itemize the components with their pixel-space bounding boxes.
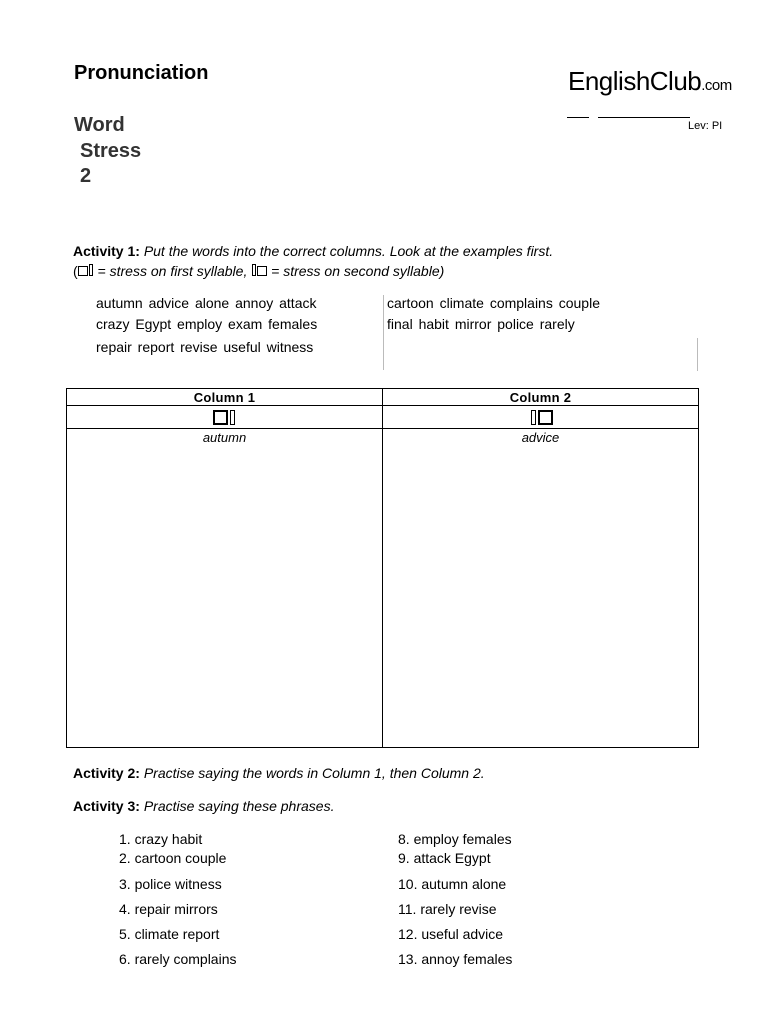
phrase-item: 2. cartoon couple <box>119 850 227 866</box>
activity-3-heading <box>73 798 334 814</box>
page-title: Pronunciation <box>74 62 209 84</box>
activity-1-heading <box>73 243 553 259</box>
stress-legend <box>73 263 444 279</box>
phrase-item: 6. rarely complains <box>119 951 237 967</box>
legend-first-text: = stress on first syllable, <box>93 263 252 279</box>
activity-2-instruction: Practise saying the words in Column 1, then Column 2. <box>143 765 485 781</box>
level-label: Lev: PI <box>688 120 723 132</box>
logo-underline-long <box>598 117 690 118</box>
legend-open: ( <box>73 263 78 279</box>
word-box-divider <box>383 295 384 370</box>
column-1-header: Column 1 <box>67 389 383 406</box>
word-row-left-1: autumn advice alone annoy attack <box>96 295 317 311</box>
activity-1-instruction: Put the words into the correct columns. Look at the examples first. <box>143 243 554 259</box>
activity-1-label: Activity 1: <box>73 243 140 259</box>
column-1-example: autumn <box>202 430 247 445</box>
activity-3-label: Activity 3: <box>73 798 140 814</box>
word-row-left-2: crazy Egypt employ exam females <box>96 316 318 332</box>
phrase-item: 9. attack Egypt <box>398 850 491 866</box>
stressed-syllable-icon <box>257 266 267 276</box>
phrase-item: 12. useful advice <box>398 926 504 942</box>
phrase-item: 4. repair mirrors <box>119 901 218 917</box>
column-2-header: Column 2 <box>383 389 699 406</box>
subtitle-line-3: 2 <box>80 165 92 187</box>
column-1-answer-area[interactable] <box>67 429 383 748</box>
unstressed-syllable-icon <box>531 410 536 425</box>
unstressed-syllable-icon <box>230 410 235 425</box>
phrase-item: 1. crazy habit <box>119 831 203 847</box>
activity-2-label: Activity 2: <box>73 765 140 781</box>
subtitle-line-2: Stress <box>80 140 142 162</box>
stressed-syllable-icon <box>78 266 88 276</box>
stressed-syllable-icon <box>538 410 553 425</box>
answer-table <box>66 388 699 748</box>
phrase-item: 8. employ females <box>398 831 512 847</box>
logo-underline-short <box>567 117 589 118</box>
phrase-item: 10. autumn alone <box>398 876 507 892</box>
unstressed-syllable-icon <box>89 264 93 276</box>
activity-3-instruction: Practise saying these phrases. <box>143 798 335 814</box>
word-row-left-3: repair report revise useful witness <box>96 339 314 355</box>
word-row-right-1: cartoon climate complains couple <box>387 295 600 311</box>
column-2-stress-pattern <box>383 406 699 429</box>
column-1-stress-pattern <box>67 406 383 429</box>
englishclub-logo <box>568 66 732 97</box>
phrase-item: 13. annoy females <box>398 951 513 967</box>
word-box-right-edge <box>697 338 698 371</box>
stressed-syllable-icon <box>213 410 228 425</box>
activity-2-heading <box>73 765 485 781</box>
column-2-example: advice <box>521 430 560 445</box>
logo-suffix: .com <box>701 77 732 94</box>
phrase-item: 5. climate report <box>119 926 220 942</box>
column-2-answer-area[interactable] <box>383 429 699 748</box>
phrase-item: 11. rarely revise <box>398 901 497 917</box>
legend-second-text: = stress on second syllable) <box>267 263 445 279</box>
word-row-right-2: final habit mirror police rarely <box>387 316 575 332</box>
unstressed-syllable-icon <box>252 264 256 276</box>
subtitle-line-1: Word <box>74 114 125 136</box>
logo-main: EnglishClub <box>568 66 702 96</box>
phrase-item: 3. police witness <box>119 876 222 892</box>
